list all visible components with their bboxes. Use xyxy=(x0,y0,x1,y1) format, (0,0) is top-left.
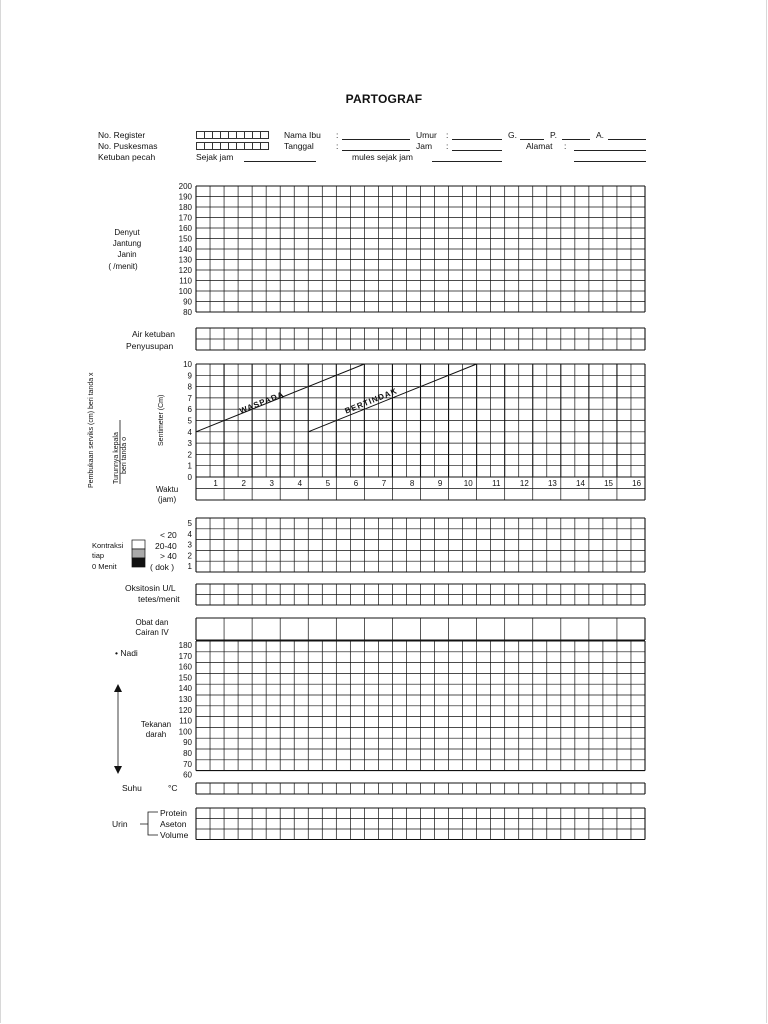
cervix-ytick: 10 xyxy=(183,360,192,369)
jam-colon: : xyxy=(446,141,449,151)
kontraksi-label-3: 0 Menit xyxy=(92,562,117,571)
oksitosin-grid xyxy=(196,584,645,605)
djj-tick: 160 xyxy=(178,224,192,233)
no-puskesmas-label: No. Puskesmas xyxy=(98,141,158,151)
djj-tick: 190 xyxy=(178,192,192,202)
urin-label: Urin xyxy=(112,819,128,829)
cervix-xtick: 1 xyxy=(213,479,218,488)
vitals-tick: 120 xyxy=(178,705,192,715)
vitals-tick: 130 xyxy=(178,695,192,704)
cervix-xtick: 7 xyxy=(381,479,387,488)
djj-tick: 150 xyxy=(178,234,192,244)
bp-arrow-down xyxy=(114,766,122,774)
kontraksi-legend-1: < 20 xyxy=(160,530,177,540)
kontraksi-tick: 1 xyxy=(187,562,192,572)
vitals-tick: 90 xyxy=(183,738,192,748)
cervix-ytick: 5 xyxy=(187,416,192,426)
djj-label-4: ( /menit) xyxy=(108,262,138,271)
waktu-label-1: Waktu xyxy=(155,485,179,494)
mules-sejak-jam-label: mules sejak jam xyxy=(352,152,413,162)
kontraksi-tick: 4 xyxy=(187,529,192,539)
kontraksi-tick: 2 xyxy=(187,551,192,561)
urin-volume-label: Volume xyxy=(160,830,189,840)
page-title: PARTOGRAF xyxy=(345,92,423,106)
cervix-xtick: 14 xyxy=(576,479,585,488)
jam-label: Jam xyxy=(416,141,433,151)
waktu-label-2: (jam) xyxy=(157,495,177,504)
legend-swatch-solid xyxy=(132,558,145,567)
cervix-xtick: 8 xyxy=(409,479,415,488)
djj-label-2: Jantung xyxy=(112,239,142,248)
cervix-xtick: 6 xyxy=(353,479,359,488)
kontraksi-grid xyxy=(196,518,645,572)
descent-label-2: beri tanda o xyxy=(121,437,128,474)
kontraksi-tick: 5 xyxy=(187,519,192,528)
vitals-tick: 60 xyxy=(183,770,192,780)
djj-tick: 170 xyxy=(178,213,192,223)
suhu-grid xyxy=(196,783,645,794)
bertindak-label: BERTINDAK xyxy=(343,386,399,416)
kontraksi-tick: 3 xyxy=(187,540,192,550)
cervix-ytick: 9 xyxy=(187,371,192,381)
bp-arrow-up xyxy=(114,684,122,692)
cervix-xtick: 3 xyxy=(269,479,274,488)
djj-tick: 90 xyxy=(183,297,192,307)
cervix-xtick: 2 xyxy=(241,479,246,488)
umur-label: Umur xyxy=(416,130,437,140)
cervix-xtick: 13 xyxy=(547,479,557,488)
djj-tick: 80 xyxy=(183,308,192,317)
vitals-tick: 70 xyxy=(183,759,192,769)
urin-grid xyxy=(196,808,645,840)
oksitosin-label-2: tetes/menit xyxy=(138,594,180,604)
p-label: P. xyxy=(550,130,557,140)
penyusupan-label: Penyusupan xyxy=(126,341,174,351)
kontraksi-legend-4: ( dok ) xyxy=(150,562,175,572)
a-label: A. xyxy=(596,130,605,140)
cervix-ytick: 3 xyxy=(187,439,192,449)
cervix-xtick: 12 xyxy=(519,479,529,488)
djj-tick: 110 xyxy=(179,276,192,286)
vitals-tick: 180 xyxy=(178,641,192,650)
djj-label-1: Denyut xyxy=(114,228,140,237)
cervix-xtick: 11 xyxy=(492,479,501,488)
cervix-ytick: 4 xyxy=(187,427,192,437)
waspada-label: WASPADA xyxy=(238,389,286,416)
suhu-label: Suhu xyxy=(122,783,142,793)
cervix-ytick: 0 xyxy=(187,473,192,482)
cervix-ytick: 7 xyxy=(187,393,192,403)
cervix-xtick: 15 xyxy=(604,479,613,488)
vitals-tick: 160 xyxy=(178,662,192,672)
ketuban-pecah-label: Ketuban pecah xyxy=(98,152,156,162)
cervix-xtick: 16 xyxy=(632,479,642,488)
djj-tick: 180 xyxy=(178,203,192,212)
nama-ibu-colon: : xyxy=(336,130,339,140)
djj-tick: 120 xyxy=(178,266,192,275)
vitals-tick: 140 xyxy=(178,684,192,694)
cervix-xtick: 4 xyxy=(297,479,303,488)
cervix-xtick: 10 xyxy=(463,479,473,488)
cervix-xtick: 9 xyxy=(437,479,443,488)
air-ketuban-label: Air ketuban xyxy=(132,329,175,339)
vitals-grid xyxy=(196,641,645,771)
descent-label-1: Turunnya kepala xyxy=(113,432,120,484)
no-register-label: No. Register xyxy=(98,130,146,140)
vitals-tick: 100 xyxy=(178,727,192,737)
cervix-ytick: 8 xyxy=(187,382,192,392)
obat-label-2: Cairan IV xyxy=(135,628,169,637)
nadi-label: • Nadi xyxy=(115,648,138,658)
kontraksi-legend-3: > 40 xyxy=(160,551,177,561)
urin-bracket xyxy=(140,812,158,835)
cervix-side-label: Pembukaan serviks (cm) beri tanda x xyxy=(88,372,95,488)
umur-colon: : xyxy=(446,130,449,140)
obat-label-1: Obat dan xyxy=(135,618,169,627)
kontraksi-legend-2: 20-40 xyxy=(155,541,177,551)
tekanan-label-1: Tekanan xyxy=(140,720,172,729)
djj-tick: 140 xyxy=(178,245,192,254)
nama-ibu-label: Nama Ibu xyxy=(284,130,321,140)
vitals-tick: 110 xyxy=(179,716,192,726)
sentimeter-label: Sentimeter (Cm) xyxy=(158,394,165,446)
air-ketuban-grid xyxy=(196,328,645,350)
legend-swatch-empty xyxy=(132,540,145,549)
djj-tick: 100 xyxy=(178,287,192,296)
cervix-ytick: 6 xyxy=(187,405,192,415)
kontraksi-label-1: Kontraksi xyxy=(92,541,124,550)
cervix-xtick: 5 xyxy=(325,479,331,488)
djj-grid xyxy=(196,186,645,312)
djj-label-3: Janin xyxy=(117,250,137,259)
legend-swatch-hatched xyxy=(132,549,145,558)
cervix-ytick: 1 xyxy=(187,461,192,471)
alamat-colon: : xyxy=(564,141,567,151)
vitals-tick: 150 xyxy=(178,673,192,683)
djj-tick: 200 xyxy=(178,182,192,191)
oksitosin-label-1: Oksitosin U/L xyxy=(125,583,176,593)
urin-aseton-label: Aseton xyxy=(160,819,187,829)
vitals-tick: 80 xyxy=(183,749,192,758)
kontraksi-label-2: tiap xyxy=(92,551,105,560)
g-label: G. xyxy=(508,130,517,140)
alamat-label: Alamat xyxy=(526,141,553,151)
tanggal-colon: : xyxy=(336,141,339,151)
cervix-ytick: 2 xyxy=(187,450,192,460)
urin-protein-label: Protein xyxy=(160,808,187,818)
vitals-tick: 170 xyxy=(178,651,192,661)
obat-grid xyxy=(196,618,645,640)
djj-tick: 130 xyxy=(178,255,192,265)
cervix-grid xyxy=(196,364,645,477)
suhu-unit: °C xyxy=(168,783,178,793)
tanggal-label: Tanggal xyxy=(284,141,314,151)
tekanan-label-2: darah xyxy=(145,730,167,739)
sejak-jam-label: Sejak jam xyxy=(196,152,234,162)
